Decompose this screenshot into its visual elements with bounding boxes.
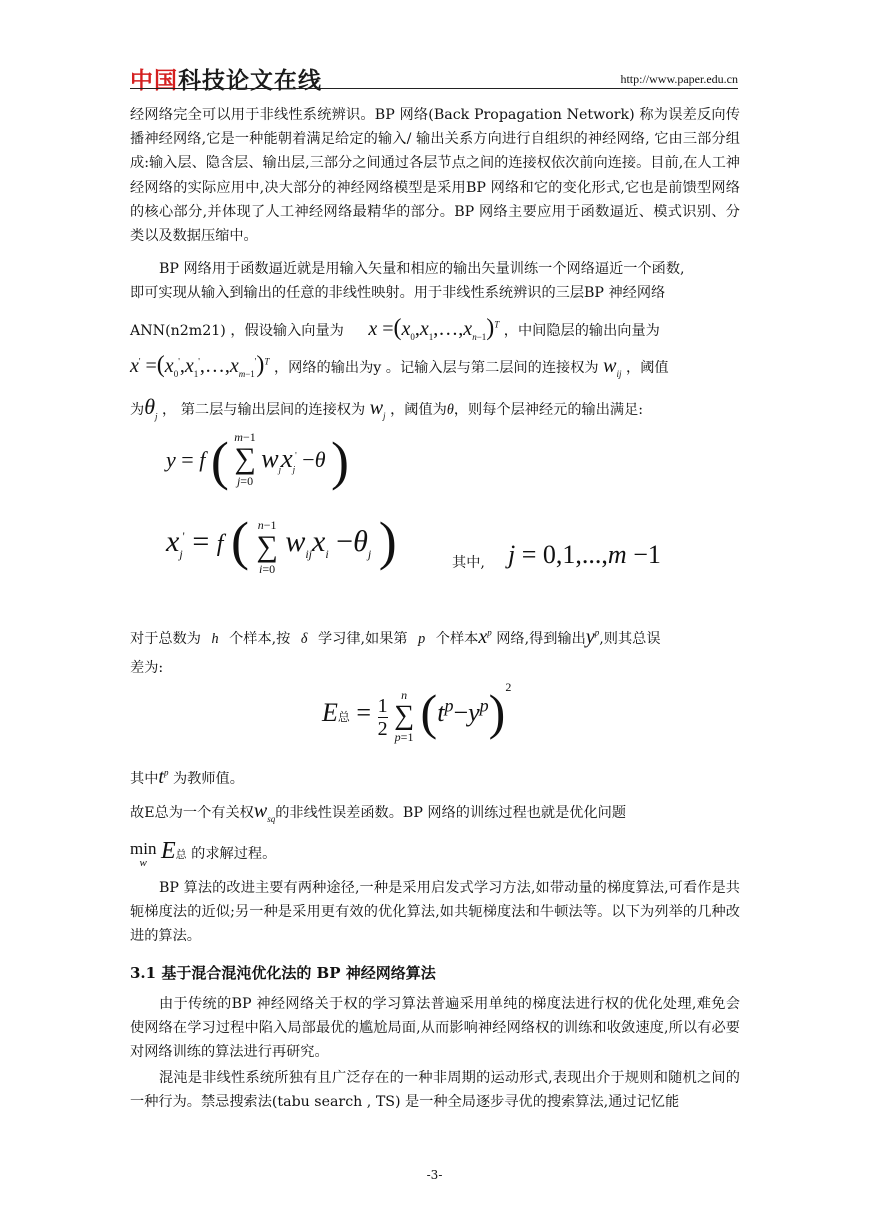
para3-line2: 差为:	[130, 660, 164, 676]
weight-wj: $w_j$	[369, 397, 386, 421]
var-h: h	[211, 631, 219, 647]
para3-e: 网络,得到输出	[496, 631, 586, 647]
para3-c: 学习律,如果第	[317, 631, 408, 647]
para2-line5-d: ，则每个层神经元的输出满足:	[453, 402, 644, 418]
para2-line3-b: ，中间隐层的输出向量为	[503, 323, 660, 339]
para3-f: ,则其总误	[599, 631, 661, 647]
weight-wij: $w_{ij}$	[603, 355, 622, 379]
para3-a: 对于总数为	[130, 631, 201, 647]
var-p: p	[418, 631, 426, 647]
teacher-b: 为教师值。	[172, 771, 244, 787]
para2-line4-b: ，阈值	[626, 360, 669, 376]
header-url[interactable]: http://www.paper.edu.cn	[620, 72, 738, 86]
para2-line3-a: ANN(n2m21) ，假设输入向量为	[130, 323, 344, 339]
paragraph-5: 由于传统的BP 神经网络关于权的学习算法普遍采用单纯的梯度法进行权的优化处理,难免会使网络在学习过程中陷入局部最优的尴尬局面,从而影响神经网络权的训练和收敛速度,所以有必要对网络训练的算法进行再研究。	[130, 996, 740, 1061]
theta-j: $\theta_j$	[144, 394, 158, 422]
para3-b: 个样本,按	[229, 631, 291, 647]
teacher-tp: $t^p$	[158, 766, 169, 788]
min-operator: min w	[130, 839, 157, 869]
weight-wsq: $w_{sq}$	[253, 800, 276, 824]
para2-line1: BP 网络用于函数逼近就是用输入矢量和相应的输出矢量训练一个网络逼近一个函数,	[159, 261, 685, 277]
total-error-e: E	[160, 838, 176, 864]
delta-symbol: δ	[300, 631, 308, 647]
para3-line1	[130, 626, 661, 649]
sample-xp: $x^p$	[478, 626, 492, 648]
hidden-vector-formula: $x' =(x_0',x_1',\dots,x_{m-1}')^T$	[130, 352, 270, 379]
equation-hidden-x: $x_j' = f$ ( n−1 ∑ i=0 $w_{ij}x_i -\theta_j$ )	[166, 511, 397, 576]
para2-line2: 即可实现从输入到输出的任意的非线性映射。用于非线性系统辨识的三层BP 神经网络	[130, 285, 666, 301]
input-vector-formula: $x =(x_0,x_1,\dots,x_{n-1})^T$	[368, 315, 500, 342]
index-range: j = 0,1,...,m −1	[508, 540, 661, 569]
output-yp: $y^p$	[585, 626, 600, 648]
logo	[130, 62, 322, 95]
para2-line4-a: ，网络的输出为y 。记输入层与第二层间的连接权为	[273, 360, 599, 376]
equation-output-y: y = f ( m−1 ∑ j=0 $w_jx_j' -\theta$ )	[166, 430, 350, 491]
teacher-a: 其中	[130, 771, 159, 787]
para2-line3	[130, 315, 660, 342]
para2-line5-c: ，阈值为	[390, 402, 447, 418]
logo-red: 中国	[130, 68, 178, 94]
paragraph-1: 经网络完全可以用于非线性系统辨识。BP 网络(Back Propagation Network) 称为误差反向传播神经网络,它是一种能朝着满足给定的输入/ 输出关系方向进行自组织的神经网络, 它由三部分组成:输入层、隐含层、输出层,三部分之间通过各层节点之间的连接权依次前向连接。目前,在人工神经网络的实际应用中,决大部分的神经网络模型是采用BP 网络和它的变化形式,它也是前馈型网络的核心部分,并体现了人工神经网络最精华的部分。BP 网络主要应用于函数逼近、模式识别、分类以及数据压缩中。	[130, 107, 740, 245]
logo-dark: 科技论文在线	[178, 68, 322, 94]
function-b: 的非线性误差函数。BP 网络的训练过程也就是优化问题	[275, 805, 627, 821]
function-a: 故E总为一个有关权	[130, 805, 254, 821]
para2-line4	[130, 352, 669, 379]
theta: θ	[446, 402, 454, 418]
equation-total-error: E总 = $\frac{1}{2}$ n ∑ p=1 $(t^p-y^p)^2$	[322, 680, 512, 744]
min-b: 的求解过程。	[191, 846, 277, 862]
paragraph-4: BP 算法的改进主要有两种途径,一种是采用启发式学习方法,如带动量的梯度算法,可看作是共轭梯度法的近似;另一种是采用更有效的优化算法,如共轭梯度法和牛顿法等。以下为列举的几种改进的算法。	[130, 880, 740, 945]
page-number: -3-	[426, 1168, 443, 1182]
header-rule	[130, 88, 738, 89]
para3-d: 个样本	[435, 631, 479, 647]
section-heading: 3.1 基于混合混沌优化法的 BP 神经网络算法	[130, 964, 436, 982]
function-line	[130, 800, 626, 824]
teacher-line	[130, 766, 244, 789]
para2-line5-b: ， 第二层与输出层间的连接权为	[162, 402, 366, 418]
where-label: 其中,	[452, 555, 485, 571]
paragraph-6: 混沌是非线性系统所独有且广泛存在的一种非周期的运动形式,表现出介于规则和随机之间的一种行为。禁忌搜索法(tabu search , TS) 是一种全局逐步寻优的搜索算法,通过记忆能	[130, 1070, 740, 1111]
para2-line5-a: 为	[130, 402, 145, 418]
para2-line5	[130, 394, 643, 421]
min-line: min w E总 的求解过程。	[130, 838, 277, 869]
